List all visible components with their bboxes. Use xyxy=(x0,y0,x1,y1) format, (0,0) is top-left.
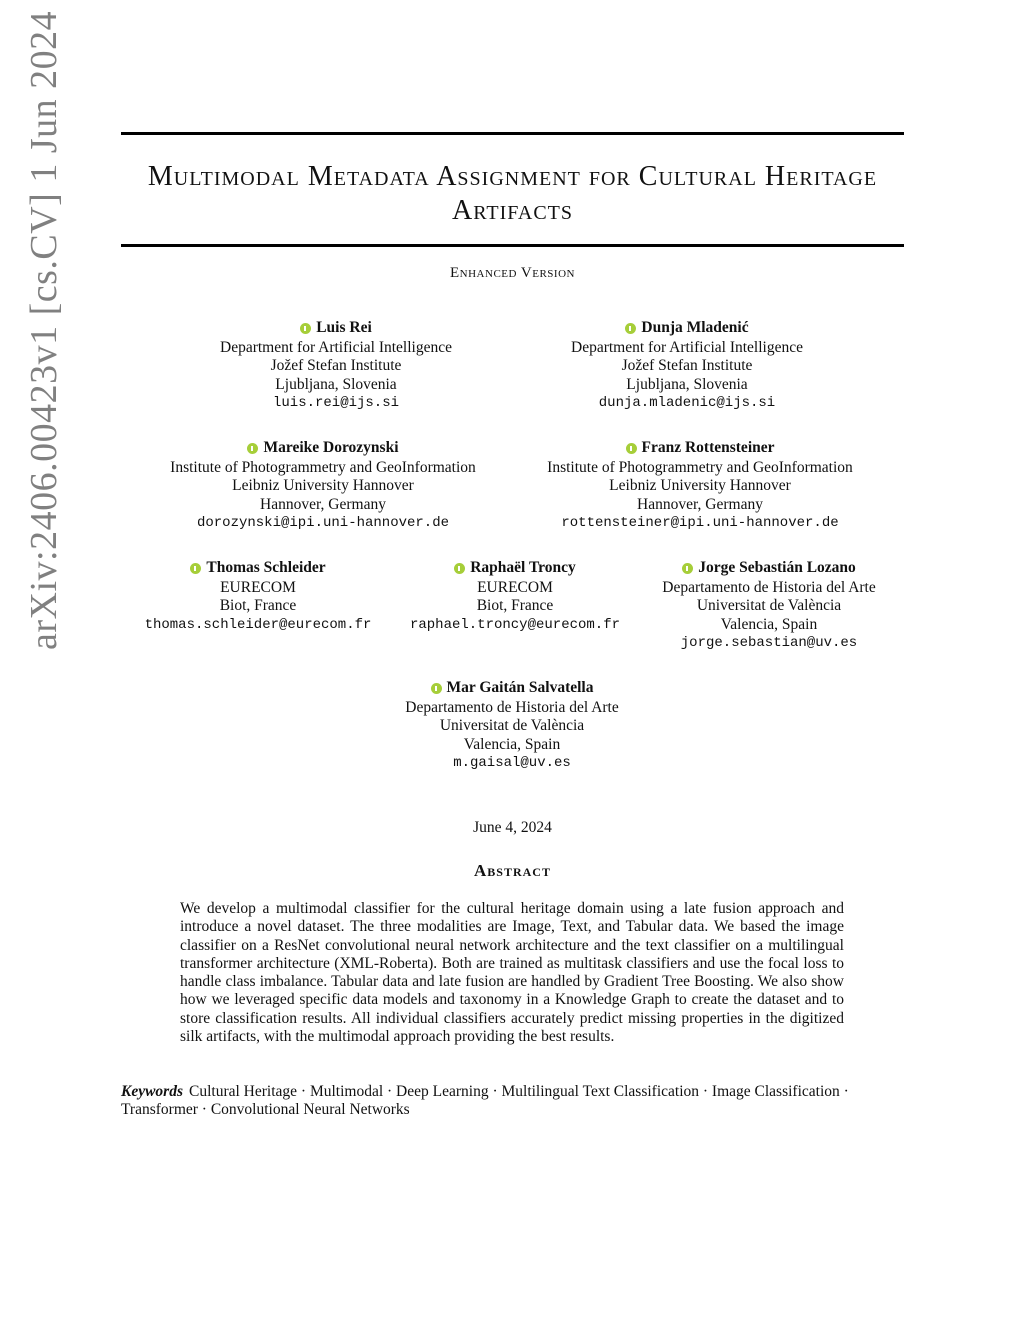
title-rule-bottom xyxy=(121,244,904,247)
orcid-icon[interactable] xyxy=(625,323,636,334)
author-location: Valencia, Spain xyxy=(720,615,818,633)
author-email[interactable]: dorozynski@ipi.uni-hannover.de xyxy=(196,514,450,531)
keywords-list: Cultural Heritage · Multimodal · Deep Learning · Multilingual Text Classification · Image Classification · Transformer · Convolutional Neural Networks xyxy=(121,1083,849,1119)
author-block xyxy=(372,679,652,772)
author-location: Hannover, Germany xyxy=(260,495,386,513)
keywords-section xyxy=(121,1083,904,1120)
author-institute: Leibniz University Hannover xyxy=(232,477,414,495)
author-location: Ljubljana, Slovenia xyxy=(626,375,748,393)
author-institute: Leibniz University Hannover xyxy=(609,477,791,495)
orcid-icon[interactable] xyxy=(431,683,442,694)
author-institute: Universitat de València xyxy=(439,717,585,735)
author-affiliation: Departamento de Historia del Arte xyxy=(662,578,876,596)
author-location: Valencia, Spain xyxy=(463,735,561,753)
orcid-icon[interactable] xyxy=(682,563,693,574)
author-email[interactable]: thomas.schleider@eurecom.fr xyxy=(144,616,372,633)
author-name: Mar Gaitán Salvatella xyxy=(446,679,594,696)
author-name: Luis Rei xyxy=(316,319,372,336)
author-affiliation: Institute of Photogrammetry and GeoInformation xyxy=(170,458,476,476)
author-email[interactable]: luis.rei@ijs.si xyxy=(272,394,400,411)
author-affiliation: Department for Artificial Intelligence xyxy=(220,338,452,356)
orcid-icon[interactable] xyxy=(626,443,637,454)
author-name: Jorge Sebastián Lozano xyxy=(698,559,856,576)
author-email[interactable]: dunja.mladenic@ijs.si xyxy=(598,394,776,411)
abstract-body: We develop a multimodal classifier for the cultural heritage domain using a late fusion approach and introduce a novel dataset. The three modalities are Image, Text, and Tabular data. We based the image classifier on a ResNet convolutional neural network architecture and the text classifier on a multilingual transformer architecture (XML-Roberta). Both are trained as multitask classifiers and use the focal loss to handle class imbalance. Tabular data and late fusion are handled by Gradient Tree Boosting. We also show how we leveraged specific data models and taxonomy in a Knowledge Graph to create the dataset and to store classification results. All individual classifiers accurately predict missing properties in the digitized silk artifacts, with the multimodal approach providing the best results. xyxy=(180,900,844,1046)
author-affiliation: Institute of Photogrammetry and GeoInformation xyxy=(547,458,853,476)
paper-date: June 4, 2024 xyxy=(473,819,552,836)
orcid-icon[interactable] xyxy=(190,563,201,574)
author-email[interactable]: jorge.sebastian@uv.es xyxy=(680,634,858,651)
orcid-icon[interactable] xyxy=(247,443,258,454)
author-block xyxy=(395,559,635,634)
author-location: Ljubljana, Slovenia xyxy=(275,375,397,393)
author-affiliation: EURECOM xyxy=(477,578,553,596)
orcid-icon[interactable] xyxy=(300,323,311,334)
author-location: Biot, France xyxy=(219,597,297,615)
paper-subtitle: Enhanced Version xyxy=(450,265,575,281)
arxiv-identifier: arXiv:2406.00423v1 [cs.CV] 1 Jun 2024 xyxy=(23,10,65,650)
abstract-heading: Abstract xyxy=(474,861,551,880)
author-email[interactable]: raphael.troncy@eurecom.fr xyxy=(409,616,621,633)
author-block xyxy=(520,439,880,532)
title-rule-top xyxy=(121,132,904,135)
author-institute: Jožef Stefan Institute xyxy=(270,357,402,375)
author-affiliation: Departamento de Historia del Arte xyxy=(405,698,619,716)
author-block xyxy=(143,439,503,532)
author-location: Biot, France xyxy=(476,597,554,615)
keywords-label: Keywords xyxy=(121,1083,183,1100)
author-institute: Jožef Stefan Institute xyxy=(621,357,753,375)
paper-title: Multimodal Metadata Assignment for Cultural Heritage Artifacts xyxy=(147,161,878,226)
author-name: Raphaël Troncy xyxy=(470,559,576,576)
author-affiliation: Department for Artificial Intelligence xyxy=(571,338,803,356)
author-name: Dunja Mladenić xyxy=(641,319,749,336)
author-block xyxy=(156,319,516,412)
author-block xyxy=(639,559,899,652)
author-email[interactable]: m.gaisal@uv.es xyxy=(453,754,571,771)
author-location: Hannover, Germany xyxy=(637,495,763,513)
author-institute: Universitat de València xyxy=(696,597,842,615)
author-name: Franz Rottensteiner xyxy=(641,439,775,456)
author-block xyxy=(507,319,867,412)
author-name: Thomas Schleider xyxy=(206,559,326,576)
orcid-icon[interactable] xyxy=(454,563,465,574)
author-email[interactable]: rottensteiner@ipi.uni-hannover.de xyxy=(561,514,839,531)
author-block xyxy=(128,559,388,634)
author-affiliation: EURECOM xyxy=(220,578,296,596)
author-name: Mareike Dorozynski xyxy=(263,439,399,456)
